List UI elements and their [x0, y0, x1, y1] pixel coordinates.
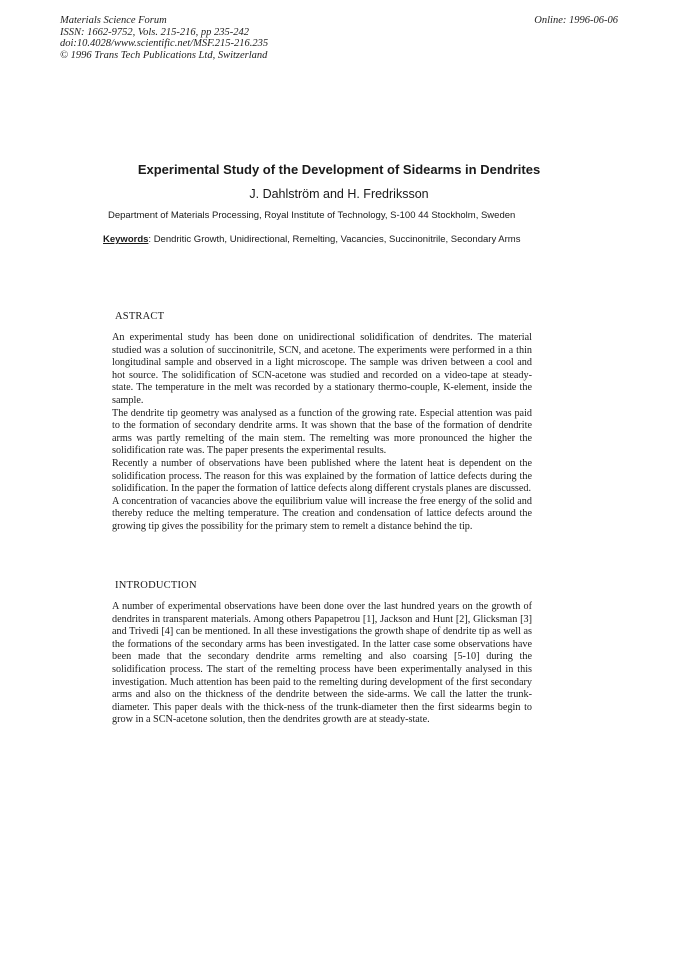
abstract-body: [112, 332, 532, 534]
affiliation: Department of Materials Processing, Royal Institute of Technology, S-100 44 Stockholm, Sweden: [108, 210, 516, 221]
introduction-body: [112, 601, 532, 727]
paper-title: Experimental Study of the Development of Sidearms in Dendrites: [137, 162, 541, 177]
abstract-paragraph: A concentration of vacancies above the equilibrium value will increase the free energy of the solid and thereby reduce the melting temperature. The creation and condensation of lattice defects around the growing tip gives the possibility for the primary stem to remelt a distance behind the tip.: [112, 495, 532, 532]
keywords-block: [103, 234, 551, 246]
abstract-heading: ASTRACT: [115, 311, 165, 322]
journal-name: Materials Science Forum: [60, 15, 167, 26]
abstract-paragraph: Recently a number of observations have been published where the latent heat is dependent on the solidification process. The reason for this was explained by the formation of lattice defects during the solidification. In the paper the formation of lattice defects along different crystals planes are discussed.: [112, 457, 532, 495]
introduction-heading: INTRODUCTION: [115, 580, 197, 591]
introduction-paragraph: A number of experimental observations have been done over the last hundred years on the growth of dendrites in transparent materials. Among others Papapetrou [1], Jackson and Hunt [2], Glicksman [3] and Trivedi [4] can be mentioned. In all these investigations the growth shape of dendrite tip as well as the formations of the secondary arms has been investigated. In the latter case some observations have been made that the secondary dendrite arms remelting and also coarsing [5-10] during the solidification process. The start of the remelting process have been experimentally analysed in this investigation. Much attention has been paid to the remelting during development of the first secondary arms and also on the thickness of the dendrite between the side-arms. We call the latter the trunk-diameter. This paper deals with the thick-ness of the trunk-diameter then the first sidearms begin to grow in a SCN-acetone solution, then the dendrites growth are at steady-state.: [112, 601, 532, 726]
abstract-paragraph: The dendrite tip geometry was analysed as a function of the growing rate. Especial attention was paid to the formation of secondary dendrite arms. It was shown that the base of the formation of dendrite arms was partly remelting of the main stem. The remelting was more pronounced the higher the solidification rate was. The paper presents the experimental results.: [112, 407, 532, 457]
doi-line: doi:10.4028/www.scientific.net/MSF.215-216.235: [60, 38, 269, 49]
keywords-label: Keywords: [103, 234, 149, 245]
journal-header: [60, 15, 268, 61]
paper-authors: J. Dahlström and H. Fredriksson: [249, 187, 429, 201]
issn-line: ISSN: 1662-9752, Vols. 215-216, pp 235-242: [60, 26, 249, 38]
copyright-line: © 1996 Trans Tech Publications Ltd, Switzerland: [60, 49, 268, 61]
abstract-paragraph: An experimental study has been done on unidirectional solidification of dendrites. The material studied was a solution of succinonitrile, SCN, and acetone. The experiments were performed in a thin longitudinal sample and observed in a light microscope. The sample was driven between a cool and hot source. The solidification of SCN-acetone was studied and recorded on a video-tape at steady-state. The temperature in the melt was recorded by a stationary thermo-couple, K-element, inside the sample.: [112, 332, 532, 406]
keywords-text: Dendritic Growth, Unidirectional, Remelting, Vacancies, Succinonitrile, Secondary Arms: [153, 234, 521, 245]
online-date: Online: 1996-06-06: [534, 15, 618, 26]
keywords-colon: :: [148, 234, 152, 245]
